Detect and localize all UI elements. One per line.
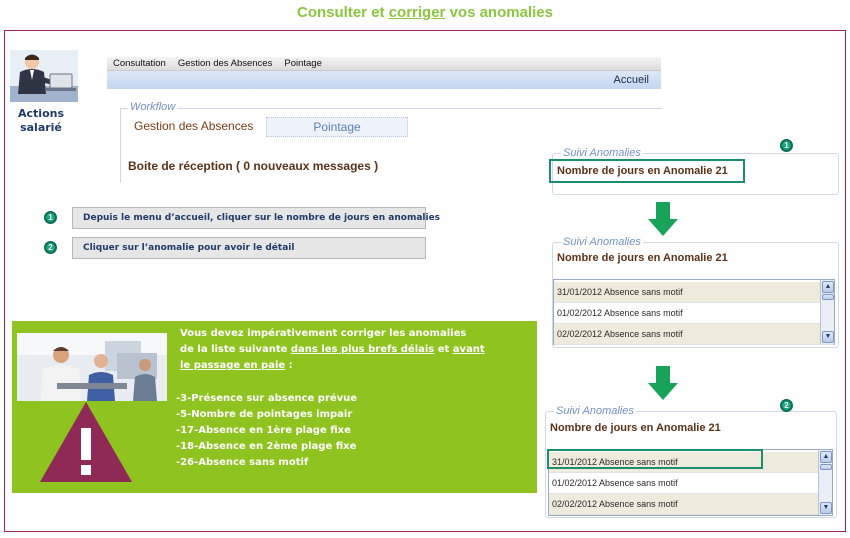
actions-salarie-label[interactable] — [8, 107, 74, 135]
notice-line2-pre: de la liste suivante — [180, 344, 291, 355]
highlight-first-anomaly — [547, 449, 763, 469]
tab-gestion-absences[interactable]: Gestion des Absences — [134, 119, 254, 133]
anomaly-code-item: -26-Absence sans motif — [176, 457, 309, 468]
notice-line1: Vous devez impérativement corriger les anomalies — [180, 328, 467, 339]
anomaly-count-link-2[interactable]: Nombre de jours en Anomalie 21 — [557, 252, 728, 264]
list-item[interactable]: 01/02/2012 Absence sans motif — [554, 303, 834, 324]
step-2-instruction: Cliquer sur l’anomalie pour avoir le détail — [72, 237, 426, 259]
list-item[interactable]: 31/01/2012 Absence sans motif — [554, 282, 834, 303]
menu-bar — [107, 57, 661, 71]
title-pre: Consulter et — [297, 4, 389, 21]
anomaly-code-item: -3-Présence sur absence prévue — [176, 393, 358, 404]
suivi-legend-1: Suivi Anomalies — [563, 147, 641, 159]
menu-item-consultation[interactable]: Consultation — [113, 58, 166, 69]
accueil-bar — [107, 71, 661, 89]
list-item[interactable]: 01/02/2012 Absence sans motif — [549, 473, 832, 494]
scrollbar[interactable] — [818, 450, 832, 515]
office-people-photo — [17, 333, 167, 401]
anomaly-count-link-3[interactable]: Nombre de jours en Anomalie 21 — [550, 422, 721, 434]
user-at-laptop-icon — [10, 50, 78, 102]
anomaly-code-item: -18-Absence en 2ème plage fixe — [176, 441, 357, 452]
scroll-up-icon[interactable]: ▲ — [822, 281, 834, 293]
workflow-legend: Workflow — [130, 101, 176, 113]
notice-line2 — [180, 342, 485, 358]
scroll-down-icon[interactable]: ▼ — [822, 331, 834, 343]
anomaly-list-1 — [553, 279, 835, 345]
actions-line1: Actions — [18, 107, 64, 120]
step-2-badge: 2 — [44, 241, 57, 254]
anomaly-code-item: -17-Absence en 1ère plage fixe — [176, 425, 351, 436]
anomaly-code-item: -5-Nombre de pointages impair — [176, 409, 353, 420]
tab-pointage[interactable]: Pointage — [266, 117, 408, 137]
step-1-instruction: Depuis le menu d’accueil, cliquer sur le nombre de jours en anomalies — [72, 207, 426, 229]
suivi-legend-2: Suivi Anomalies — [563, 236, 641, 248]
notice-line3-u: le passage en paie — [180, 360, 286, 371]
notice-text — [180, 326, 485, 374]
anomaly-count-link-1[interactable]: Nombre de jours en Anomalie 21 — [557, 165, 728, 177]
title-underlined: corriger — [388, 4, 446, 21]
inbox-status: Boite de réception ( 0 nouveaux messages ) — [128, 159, 379, 173]
notice-line3-post: : — [285, 360, 293, 371]
menu-item-pointage[interactable]: Pointage — [284, 58, 322, 69]
actions-line2: salarié — [20, 121, 62, 134]
list-item[interactable]: 02/02/2012 Absence sans motif — [549, 494, 832, 515]
down-arrow-icon — [648, 366, 678, 400]
callout-2-badge: 2 — [780, 399, 793, 412]
menu-item-gestion-absences[interactable]: Gestion des Absences — [177, 58, 273, 69]
scroll-thumb[interactable] — [822, 294, 834, 300]
step-1-badge: 1 — [44, 211, 57, 224]
anomaly-codes-list — [176, 391, 357, 471]
suivi-legend-3: Suivi Anomalies — [556, 405, 634, 417]
notice-line3 — [180, 358, 485, 374]
warning-icon — [38, 400, 134, 484]
notice-line2-u1: dans les plus brefs délais — [290, 344, 435, 355]
page-title — [0, 4, 850, 21]
scroll-thumb[interactable] — [820, 464, 832, 470]
scrollbar[interactable] — [820, 280, 834, 344]
scroll-up-icon[interactable]: ▲ — [820, 451, 832, 463]
list-item[interactable]: 02/02/2012 Absence sans motif — [554, 324, 834, 345]
accueil-link[interactable]: Accueil — [613, 74, 649, 86]
notice-line2-mid: et — [434, 344, 453, 355]
list-item[interactable]: 31/01/2012 Absence sans motif — [549, 452, 832, 473]
title-post: vos anomalies — [445, 4, 553, 21]
down-arrow-icon — [648, 202, 678, 236]
notice-line2-u2: avant — [452, 344, 485, 355]
scroll-down-icon[interactable]: ▼ — [820, 502, 832, 514]
callout-1-badge: 1 — [780, 139, 793, 152]
